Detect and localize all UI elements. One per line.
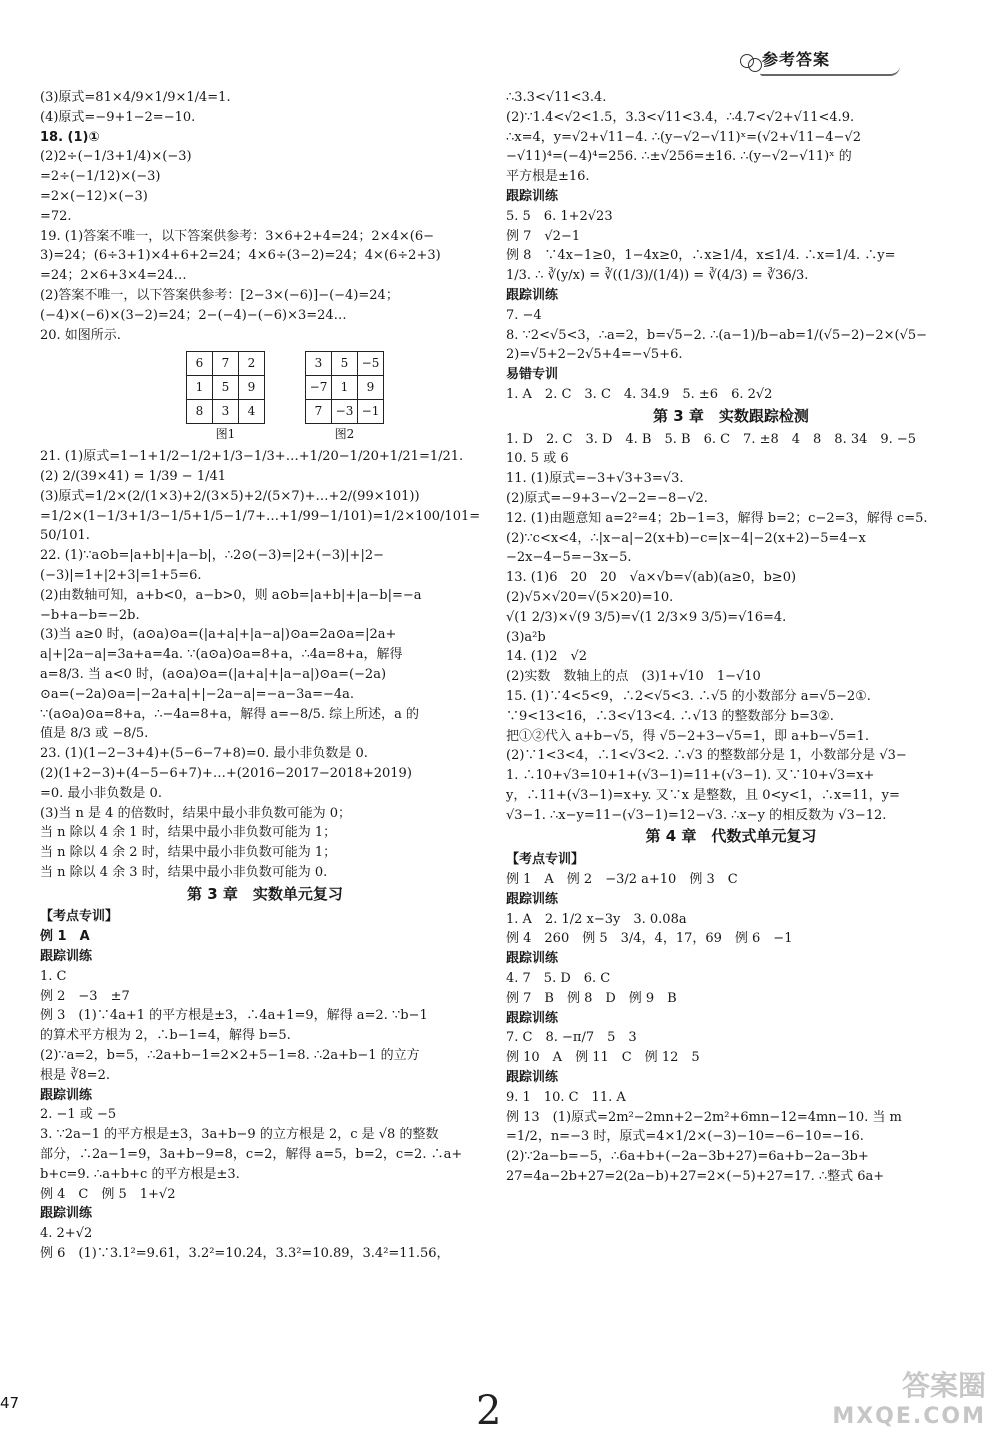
answer-line: (3)a²b: [506, 629, 546, 645]
answer-line: 当 n 除以 4 余 2 时，结果中最小非负数可能为 1；: [40, 845, 337, 861]
answer-line: 跟踪训练: [506, 891, 559, 907]
answer-line: 例 8 ∵4x−1≥0，1−4x≥0，∴x≥1/4，x≤1/4. ∴x=1/4. ∴y=: [506, 248, 896, 264]
answer-line: 3)=24；(6÷3+1)×4+6+2=24；4×6÷(3−2)=24；4×(6÷2+3): [40, 248, 441, 264]
answer-line: 1. ∴10+√3=10+1+(√3−1)=11+(√3−1). 又∵10+√3=x+: [506, 768, 875, 784]
right-column: [506, 88, 956, 1187]
answer-line: 27=4a−2b+27=2(2a−b)+27=2×(−5)+27=17. ∴整式 6a+: [506, 1169, 885, 1185]
section-heading: 第 3 章 实数单元复习: [187, 884, 343, 903]
answer-line: 4. 2+√2: [40, 1226, 93, 1242]
answer-line: 22. (1)∵a⊙b=|a+b|+|a−b|，∴2⊙(−3)=|2+(−3)|+|2−: [40, 548, 384, 564]
answer-line: 跟踪训练: [506, 188, 559, 204]
answer-line: 1/3. ∴ ∛(y/x) = ∛((1/3)/(1/4)) = ∛(4/3) = ∛36/3.: [506, 268, 809, 284]
answer-line: 根是 ∛8=2.: [40, 1067, 110, 1083]
answer-line: ∴3.3<√11<3.4.: [506, 90, 607, 105]
answer-line: =2÷(−1/12)×(−3): [40, 169, 161, 185]
grid-cell: −7: [306, 376, 332, 400]
answer-line: ⊙a=(−2a)⊙a=|−2a+a|+|−2a−a|=−a−3a=−4a.: [40, 686, 355, 702]
grid-cell: 5: [332, 352, 358, 376]
answer-line: −b+a−b=−2b.: [40, 607, 140, 623]
answer-line: 跟踪训练: [506, 287, 559, 303]
answer-line: (3)原式=1/2×(2/(1×3)+2/(3×5)+2/(5×7)+…+2/(99×101)): [40, 488, 420, 504]
answer-line: (3)当 n 是 4 的倍数时，结果中最小非负数可能为 0；: [40, 805, 351, 821]
figure-caption: 图1: [215, 427, 236, 442]
grid-cell: 7: [306, 400, 332, 424]
answer-line: 7. −4: [506, 307, 542, 323]
grid-cell: 9: [239, 376, 265, 400]
grid-cell: 8: [187, 400, 213, 424]
answer-line: 20. 如图所示.: [40, 327, 121, 343]
answer-line: 1. A 2. C 3. C 4. 34.9 5. ±6 6. 2√2: [506, 386, 773, 402]
answer-line: 15. (1)∵4<5<9，∴2<√5<3. ∴√5 的小数部分 a=√5−2①.: [506, 688, 871, 704]
answer-line: 平方根是±16.: [506, 169, 590, 185]
answer-line: 例 3 (1)∵4a+1 的平方根是±3，∴4a+1=9，解得 a=2. ∵b−1: [40, 1008, 428, 1024]
answer-line: ∴x=4，y=√2+√11−4. ∴(y−√2−√11)ˣ=(√2+√11−4−√2: [506, 129, 861, 145]
answer-line: 【考点专训】: [506, 852, 585, 868]
answer-line: 12. (1)由题意知 a=2²=4；2b−1=3，解得 b=2；c−2=3，解得 c=5.: [506, 510, 928, 526]
answer-line: 14. (1)2 √2: [506, 649, 588, 665]
watermark-logo: [776, 1364, 986, 1428]
answer-line: y，∴11+(√3−1)=x+y. 又∵x 是整数，且 0<y<1，∴x=11，y=: [506, 787, 900, 803]
answer-line: (4)原式=−9+1−2=−10.: [40, 109, 196, 125]
grid-cell: 3: [213, 400, 239, 424]
answer-line: (3)原式=81×4/9×1/9×1/4=1.: [40, 90, 231, 105]
right-answers: [506, 88, 956, 1187]
magic-square-grid: [186, 351, 265, 424]
answer-line: =2×(−12)×(−3): [40, 188, 148, 204]
answer-line: 例 6 (1)∵3.1²=9.61，3.2²=10.24，3.3²=10.89，3.4²=11.56，: [40, 1246, 450, 1262]
answer-line: b+c=9. ∴a+b+c 的平方根是±3.: [40, 1166, 240, 1182]
watermark-top-text: 答案圈: [901, 1369, 986, 1402]
answer-line: 跟踪训练: [506, 951, 559, 967]
answer-line: (2)由数轴可知，a+b<0，a−b>0，则 a⊙b=|a+b|+|a−b|=−a: [40, 587, 422, 603]
answer-line: 例 4 260 例 5 3/4，4，17，69 例 6 −1: [506, 931, 793, 947]
answer-line: ∵(a⊙a)⊙a=8+a，∴−4a=8+a，解得 a=−8/5. 综上所述，a 的: [40, 706, 419, 722]
answer-line: 跟踪训练: [40, 1206, 93, 1222]
answer-line: a=8/3. 当 a<0 时，(a⊙a)⊙a=(|a+a|+|a−a|)⊙a=(−2a): [40, 666, 387, 682]
answer-line: 例 7 √2−1: [506, 228, 581, 244]
grid-cell: 5: [213, 376, 239, 400]
grid-cell: 7: [213, 352, 239, 376]
grid-cell: 3: [306, 352, 332, 376]
grid-cell: 6: [187, 352, 213, 376]
answer-line: 把①②代入 a+b−√5，得 √5−2+3−√5=1，即 a+b−√5=1.: [506, 728, 870, 744]
answer-line: 部分，∴2a−1=9，3a+b−9=8，c=2，解得 a=5，b=2，c=2. ∴a+: [40, 1147, 463, 1163]
grid-cell: 1: [187, 376, 213, 400]
answer-line: 跟踪训练: [506, 1070, 559, 1086]
answer-line: (2)√5×√20=√(5×20)=10.: [506, 589, 674, 605]
answer-line: 1. D 2. C 3. D 4. B 5. B 6. C 7. ±8 4 8 8. 34 9. −5: [506, 431, 917, 447]
answer-line: 21. (1)原式=1−1+1/2−1/2+1/3−1/3+…+1/20−1/20+1/21=1/21.: [40, 449, 464, 465]
answer-line: ∵9<13<16，∴3<√13<4. ∴√13 的整数部分 b=3②.: [506, 708, 834, 724]
answer-line: 2)=√5+2−2√5+4=−√5+6.: [506, 347, 683, 363]
grid-cell: −5: [358, 352, 384, 376]
answer-line: (2)答案不唯一，以下答案供参考：[2−3×(−6)]−(−4)=24；: [40, 287, 399, 303]
answer-line: =1/2×(1−1/3+1/3−1/5+1/5−1/7+…+1/99−1/101)=1/2×100/101=: [40, 508, 481, 524]
answer-line: 4. 7 5. D 6. C: [506, 971, 611, 987]
grid-cell: 9: [358, 376, 384, 400]
magic-square-2: [305, 351, 384, 445]
answer-line: 跟踪训练: [40, 1087, 93, 1103]
answer-line: 13. (1)6 20 20 √a×√b=√(ab)(a≥0，b≥0): [506, 570, 797, 586]
answer-line: (2)实数 数轴上的点 (3)1+√10 1−√10: [506, 669, 761, 685]
answer-line: 23. (1)(1−2−3+4)+(5−6−7+8)=0. 最小非负数是 0.: [40, 746, 368, 762]
answer-line: 50/101.: [40, 528, 90, 544]
figure-caption: 图2: [334, 427, 355, 442]
answer-line: (2)∵c<x<4，∴|x−a|−2(x+b)−c=|x−4|−2(x+2)−5=4−x: [506, 530, 866, 546]
header-title: 参考答案: [762, 50, 831, 69]
answer-line: =1/2，n=−3 时，原式=4×1/2×(−3)−10=−6−10=−16.: [506, 1129, 864, 1145]
answer-line: (−4)×(−6)×(3−2)=24；2−(−4)−(−6)×3=24…: [40, 307, 347, 323]
answer-line: (−3)|=1+|2+3|=1+5=6.: [40, 567, 202, 583]
answer-line: 当 n 除以 4 余 1 时，结果中最小非负数可能为 1；: [40, 825, 337, 841]
answer-line: =0. 最小非负数是 0.: [40, 785, 162, 801]
answer-line: (3)当 a≥0 时，(a⊙a)⊙a=(|a+a|+|a−a|)⊙a=2a⊙a=|2a+: [40, 627, 397, 643]
answer-line: 例 10 A 例 11 C 例 12 5: [506, 1050, 700, 1066]
answer-line: 1. A 2. 1/2 x−3y 3. 0.08a: [506, 911, 687, 927]
answer-line: 10. 5 或 6: [506, 451, 569, 467]
answer-line: 例 13 (1)原式=2m²−2mn+2−2m²+6mn−12=4mn−10. 当 m: [506, 1109, 902, 1125]
answer-line: 易错专训: [506, 367, 559, 383]
answer-line: 8. ∵2<√5<3，∴a=2，b=√5−2. ∴(a−1)/b−ab=1/(√5−2)−2×(√5−: [506, 327, 928, 343]
answer-line: √3−1. ∴x−y=11−(√3−1)=12−√3. ∴x−y 的相反数为 √3−12.: [506, 807, 887, 823]
section-heading: 第 4 章 代数式单元复习: [645, 827, 817, 846]
grid-cell: 1: [332, 376, 358, 400]
answer-line: −√11)⁴=(−4)⁴=256. ∴±√256=±16. ∴(y−√2−√11)ˣ 的: [506, 149, 852, 165]
answer-line: (2)2÷(−1/3+1/4)×(−3): [40, 149, 192, 165]
answer-line: (2)∵2a−b=−5，∴6a+b+(−2a−3b+27)=6a+b−2a−3b+: [506, 1149, 869, 1165]
page-number: 47: [0, 1394, 20, 1412]
magic-square-figures: [80, 351, 490, 445]
answer-line: 2. −1 或 −5: [40, 1107, 117, 1123]
grid-cell: −3: [332, 400, 358, 424]
section-heading: 第 3 章 实数跟踪检测: [653, 406, 809, 425]
left-answers-top: [40, 88, 490, 345]
answer-line: 9. 1 10. C 11. A: [506, 1089, 626, 1105]
answer-line: 7. C 8. −π/7 5 3: [506, 1030, 637, 1046]
answer-line: 3. ∵2a−1 的平方根是±3，3a+b−9 的立方根是 2，c 是 √8 的整数: [40, 1127, 439, 1143]
grid-cell: −1: [358, 400, 384, 424]
answer-line: 例 1 A: [40, 929, 90, 945]
answer-line: 跟踪训练: [506, 1010, 559, 1026]
answer-line: (2) 2/(39×41) = 1/39 − 1/41: [40, 468, 227, 484]
answer-line: 值是 8/3 或 −8/5.: [40, 726, 149, 742]
answer-line: =24；2×6+3×4=24…: [40, 268, 187, 284]
left-answers-bottom: [40, 447, 490, 1264]
answer-line: 18. (1)①: [40, 129, 100, 145]
grid-cell: 4: [239, 400, 265, 424]
answer-line: =72.: [40, 208, 72, 224]
answer-line: 5. 5 6. 1+2√23: [506, 208, 613, 224]
answer-line: 跟踪训练: [40, 949, 93, 965]
answer-line: 【考点专训】: [40, 909, 119, 925]
answer-line: 当 n 除以 4 余 3 时，结果中最小非负数可能为 0.: [40, 864, 328, 880]
left-column: [40, 88, 490, 1264]
answer-line: 例 7 B 例 8 D 例 9 B: [506, 990, 677, 1006]
magic-square-grid: [305, 351, 384, 424]
answer-line: a|+|2a−a|=3a+a=4a. ∵(a⊙a)⊙a=8+a，∴4a=8+a，解得: [40, 647, 403, 663]
answer-line: (2)∵1<3<4，∴1<√3<2. ∴√3 的整数部分是 1，小数部分是 √3−: [506, 748, 907, 764]
answer-line: 例 1 A 例 2 −3/2 a+10 例 3 C: [506, 872, 738, 888]
answer-line: 例 4 C 例 5 1+√2: [40, 1186, 176, 1202]
watermark-bottom-text: MXQE.COM: [832, 1404, 986, 1429]
swoosh-decoration: [760, 66, 900, 76]
answer-line: √(1 2/3)×√(9 3/5)=√(1 2/3×9 3/5)=√16=4.: [506, 609, 787, 625]
grid-cell: 2: [239, 352, 265, 376]
handwritten-mark: 2: [476, 1388, 502, 1434]
answer-line: (2)(1+2−3)+(4−5−6+7)+…+(2016−2017−2018+2019): [40, 765, 412, 781]
answer-header: [740, 44, 920, 80]
answer-line: 19. (1)答案不唯一，以下答案供参考：3×6+2+4=24；2×4×(6−: [40, 228, 434, 244]
answer-line: 1. C: [40, 968, 67, 984]
magic-square-1: [186, 351, 265, 445]
answer-line: 例 2 −3 ±7: [40, 988, 130, 1004]
answer-line: (2)∵1.4<√2<1.5，3.3<√11<3.4，∴4.7<√2+√11<4.9.: [506, 109, 855, 125]
answer-line: (2)原式=−9+3−√2−2=−8−√2.: [506, 490, 708, 506]
answer-line: (2)∵a=2，b=5，∴2a+b−1=2×2+5−1=8. ∴2a+b−1 的立方: [40, 1048, 420, 1064]
answer-line: 11. (1)原式=−3+√3+3=√3.: [506, 471, 684, 487]
answer-line: −2x−4−5=−3x−5.: [506, 550, 632, 566]
answer-line: 的算术平方根为 2，∴b−1=4，解得 b=5.: [40, 1028, 291, 1044]
